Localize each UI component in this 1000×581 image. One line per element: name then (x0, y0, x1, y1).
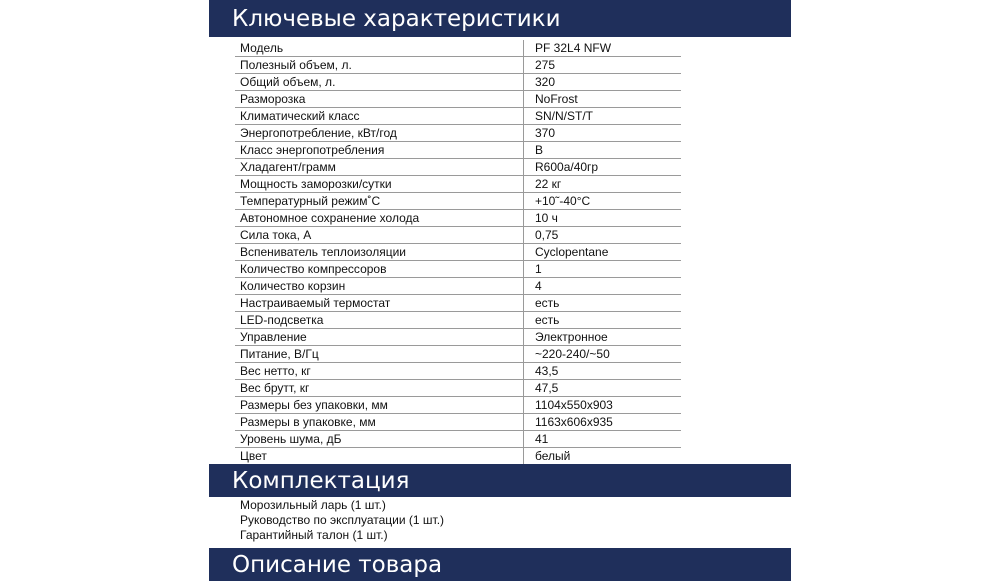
spec-value: NoFrost (524, 91, 682, 108)
spec-label: Мощность заморозки/сутки (235, 176, 524, 193)
spec-label: LED-подсветка (235, 312, 524, 329)
spec-value: 10 ч (524, 210, 682, 227)
spec-row (235, 329, 681, 346)
key-specs-title: Ключевые характеристики (232, 5, 561, 32)
kit-header (209, 464, 791, 497)
spec-value: есть (524, 295, 682, 312)
spec-value: 41 (524, 431, 682, 448)
spec-label: Разморозка (235, 91, 524, 108)
spec-value: 22 кг (524, 176, 682, 193)
spec-label: Общий объем, л. (235, 74, 524, 91)
spec-row (235, 448, 681, 465)
spec-row (235, 227, 681, 244)
spec-row (235, 40, 681, 57)
spec-label: Энергопотребление, кВт/год (235, 125, 524, 142)
spec-row (235, 261, 681, 278)
spec-value: Cyclopentane (524, 244, 682, 261)
spec-row (235, 74, 681, 91)
spec-value: SN/N/ST/T (524, 108, 682, 125)
spec-row (235, 312, 681, 329)
spec-value: PF 32L4 NFW (524, 40, 682, 57)
spec-label: Количество корзин (235, 278, 524, 295)
spec-row (235, 380, 681, 397)
spec-row (235, 142, 681, 159)
spec-label: Модель (235, 40, 524, 57)
description-title: Описание товара (232, 551, 443, 578)
spec-label: Хладагент/грамм (235, 159, 524, 176)
spec-row (235, 346, 681, 363)
spec-value: ~220-240/~50 (524, 346, 682, 363)
spec-label: Температурный режим˚С (235, 193, 524, 210)
spec-table (235, 40, 681, 481)
spec-row (235, 414, 681, 431)
spec-label: Цвет (235, 448, 524, 465)
spec-label: Размеры без упаковки, мм (235, 397, 524, 414)
spec-value: 320 (524, 74, 682, 91)
spec-label: Вес брутт, кг (235, 380, 524, 397)
spec-row (235, 363, 681, 380)
spec-value: белый (524, 448, 682, 465)
spec-label: Питание, В/Гц (235, 346, 524, 363)
spec-value: +10˜-40°С (524, 193, 682, 210)
spec-label: Автономное сохранение холода (235, 210, 524, 227)
spec-row (235, 278, 681, 295)
spec-row (235, 57, 681, 74)
spec-value: B (524, 142, 682, 159)
spec-value: 47,5 (524, 380, 682, 397)
spec-label: Вес нетто, кг (235, 363, 524, 380)
spec-value: 1163x606x935 (524, 414, 682, 431)
spec-value: 1104x550x903 (524, 397, 682, 414)
spec-row (235, 159, 681, 176)
spec-label: Сила тока, А (235, 227, 524, 244)
kit-item: Морозильный ларь (1 шт.) (240, 498, 386, 512)
spec-value: 0,75 (524, 227, 682, 244)
kit-item: Гарантийный талон (1 шт.) (240, 528, 388, 542)
spec-value: 275 (524, 57, 682, 74)
spec-label: Количество компрессоров (235, 261, 524, 278)
spec-label: Вспениватель теплоизоляции (235, 244, 524, 261)
spec-row (235, 295, 681, 312)
spec-value: R600a/40гр (524, 159, 682, 176)
spec-value: есть (524, 312, 682, 329)
kit-list (240, 498, 444, 543)
spec-row (235, 397, 681, 414)
spec-row (235, 125, 681, 142)
spec-label: Класс энергопотребления (235, 142, 524, 159)
spec-row (235, 431, 681, 448)
spec-value: 43,5 (524, 363, 682, 380)
kit-title: Комплектация (232, 467, 410, 494)
spec-row (235, 176, 681, 193)
spec-value: 4 (524, 278, 682, 295)
description-header (209, 548, 791, 581)
spec-label: Климатический класс (235, 108, 524, 125)
spec-row (235, 193, 681, 210)
spec-row (235, 244, 681, 261)
spec-value: 1 (524, 261, 682, 278)
key-specs-header (209, 0, 791, 37)
spec-value: Электронное (524, 329, 682, 346)
spec-row (235, 210, 681, 227)
spec-label: Полезный объем, л. (235, 57, 524, 74)
spec-row (235, 91, 681, 108)
spec-row (235, 108, 681, 125)
spec-value: 370 (524, 125, 682, 142)
spec-label: Уровень шума, дБ (235, 431, 524, 448)
spec-label: Размеры в упаковке, мм (235, 414, 524, 431)
spec-label: Настраиваемый термостат (235, 295, 524, 312)
kit-item: Руководство по эксплуатации (1 шт.) (240, 513, 445, 527)
spec-table-body (235, 40, 681, 481)
spec-label: Управление (235, 329, 524, 346)
